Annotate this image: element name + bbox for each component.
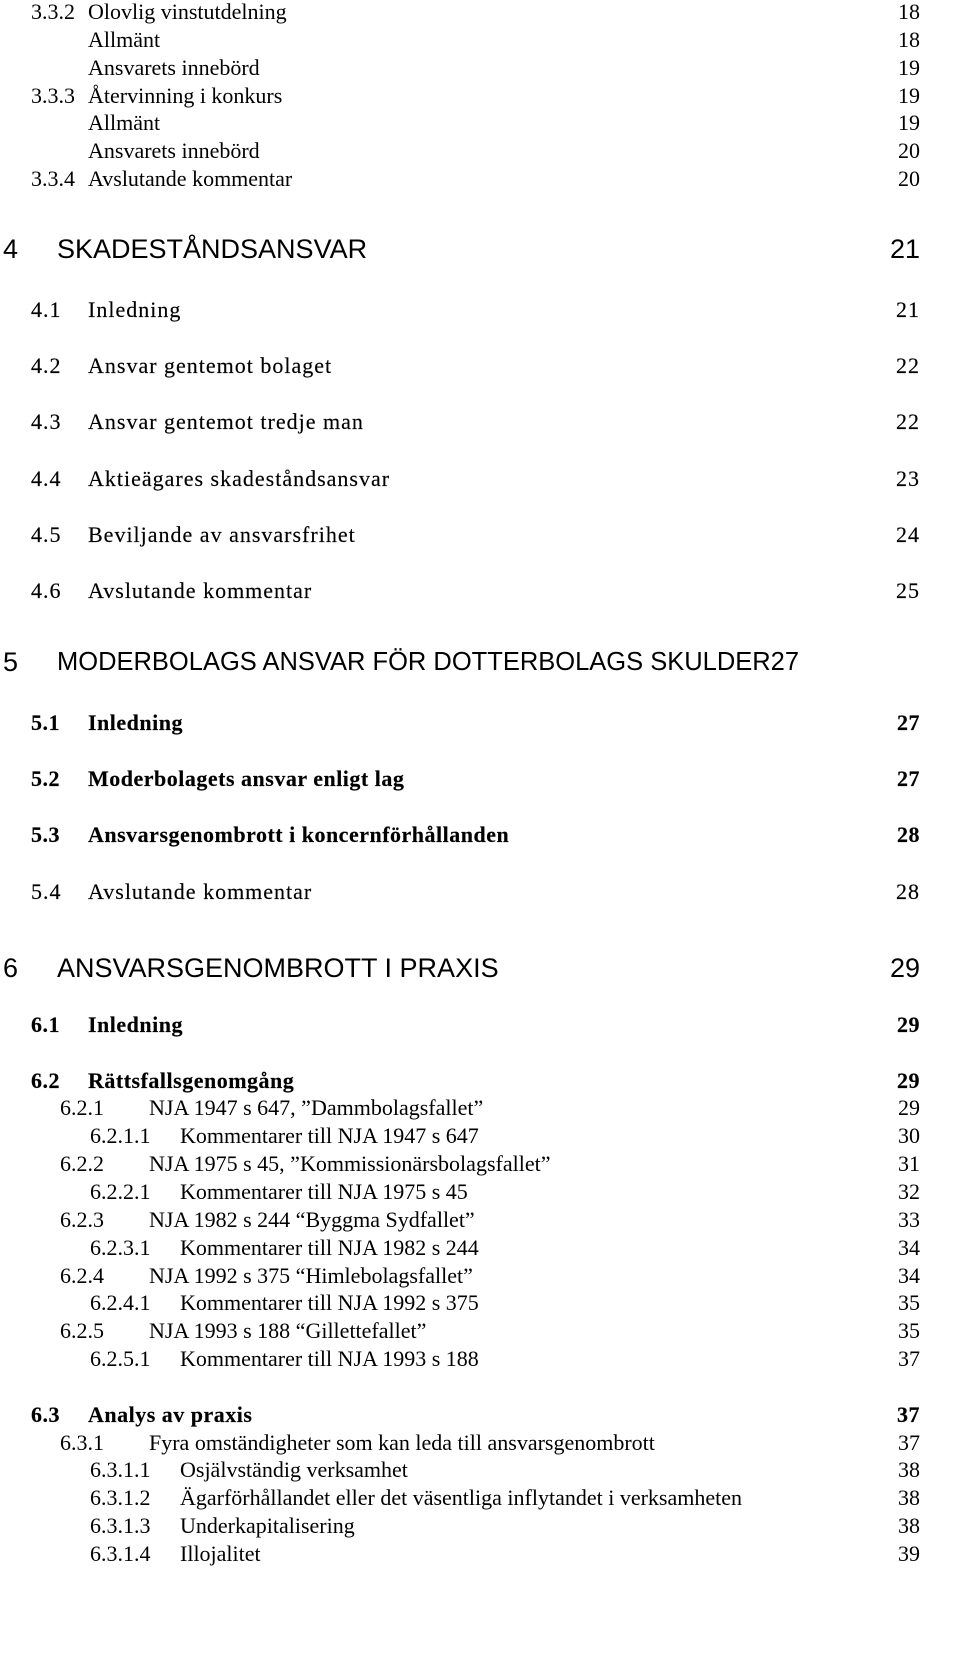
toc-entry-title: Ansvar gentemot tredje man [88, 409, 364, 434]
toc-entry-page: 21 [896, 297, 920, 322]
toc-entry-number: 6.2.3.1 [90, 1235, 151, 1260]
toc-entry-page: 22 [896, 409, 920, 434]
toc-entry-number: 3.3.4 [31, 166, 75, 191]
toc-entry-6-2-1 [0, 1094, 960, 1122]
toc-entry-number: 6.2.5.1 [90, 1346, 151, 1371]
toc-entry-number: 6.3.1.1 [90, 1457, 151, 1482]
toc-entry-number: 5.1 [31, 710, 60, 735]
toc-entry-5-1 [0, 709, 960, 737]
toc-entry-title: Avslutande kommentar [88, 578, 313, 603]
toc-entry-title: Rättsfallsgenomgång [88, 1068, 295, 1093]
toc-entry-number: 6.2.4.1 [90, 1290, 151, 1315]
toc-entry-6-2-5 [0, 1317, 960, 1345]
toc-entry-page: 29 [897, 1068, 920, 1093]
toc-entry-title: Kommentarer till NJA 1975 s 45 [180, 1179, 468, 1204]
toc-entry-number: 6.2.3 [60, 1207, 104, 1232]
toc-entry-6-3 [0, 1401, 960, 1429]
toc-entry-number: 4.4 [31, 466, 62, 491]
toc-entry-6-2-4 [0, 1262, 960, 1290]
toc-chapter-5 [0, 644, 960, 680]
toc-entry-page: 37 [898, 1346, 920, 1371]
toc-entry-5-2 [0, 765, 960, 793]
toc-entry-sub [0, 109, 960, 137]
toc-entry-number: 6.2 [31, 1068, 60, 1093]
toc-entry-page: 18 [898, 27, 920, 52]
toc-entry-6-2-5-1 [0, 1345, 960, 1373]
toc-entry-number: 6.3.1.4 [90, 1541, 151, 1566]
toc-entry-page: 23 [896, 466, 920, 491]
toc-entry-page: 38 [898, 1457, 920, 1482]
toc-entry-4-6 [0, 577, 960, 605]
toc-entry-6-3-1-1 [0, 1456, 960, 1484]
toc-entry-3-3-4 [0, 165, 960, 193]
toc-entry-title: Kommentarer till NJA 1947 s 647 [180, 1123, 479, 1148]
toc-entry-number: 6.3.1.2 [90, 1485, 151, 1510]
toc-entry-page: 29 [898, 1095, 920, 1120]
toc-entry-title: Moderbolagets ansvar enligt lag [88, 766, 405, 791]
toc-entry-title: Ansvarets innebörd [88, 55, 260, 80]
toc-entry-number: 4.3 [31, 409, 62, 434]
toc-entry-title: Kommentarer till NJA 1992 s 375 [180, 1290, 479, 1315]
toc-entry-page: 39 [898, 1541, 920, 1566]
toc-entry-page: 31 [898, 1151, 920, 1176]
toc-entry-title: Ansvarets innebörd [88, 138, 260, 163]
toc-entry-4-5 [0, 521, 960, 549]
toc-entry-sub [0, 137, 960, 165]
toc-entry-title: Fyra omständigheter som kan leda till ansvarsgenombrott [149, 1430, 655, 1455]
toc-entry-page: 20 [898, 166, 920, 191]
toc-entry-page: 33 [898, 1207, 920, 1232]
toc-entry-6-3-1 [0, 1429, 960, 1457]
toc-entry-5-3 [0, 821, 960, 849]
toc-entry-title: Inledning [88, 710, 183, 735]
toc-chapter-page: 21 [889, 234, 920, 264]
toc-entry-title: Återvinning i konkurs [88, 83, 283, 108]
toc-entry-4-1 [0, 296, 960, 324]
toc-entry-title: Inledning [88, 1012, 183, 1037]
toc-entry-6-3-1-4 [0, 1540, 960, 1568]
toc-entry-number: 6.2.5 [60, 1318, 104, 1343]
toc-entry-3-3-3 [0, 82, 960, 110]
toc-entry-sub [0, 54, 960, 82]
toc-entry-page: 20 [898, 138, 920, 163]
toc-entry-4-4 [0, 465, 960, 493]
toc-chapter-title: MODERBOLAGS ANSVAR FÖR DOTTERBOLAGS SKULDER27 [57, 648, 800, 676]
toc-entry-page: 32 [898, 1179, 920, 1204]
toc-entry-page: 19 [898, 110, 920, 135]
toc-entry-6-2-2 [0, 1150, 960, 1178]
toc-entry-number: 6.2.1 [60, 1095, 104, 1120]
toc-entry-number: 6.1 [31, 1012, 60, 1037]
toc-entry-page: 37 [897, 1402, 920, 1427]
toc-entry-title: NJA 1947 s 647, ”Dammbolagsfallet” [149, 1095, 484, 1120]
toc-entry-number: 4.5 [31, 522, 62, 547]
toc-entry-6-1 [0, 1011, 960, 1039]
toc-entry-sub [0, 26, 960, 54]
toc-entry-4-3 [0, 408, 960, 436]
toc-entry-number: 6.3.1.3 [90, 1513, 151, 1538]
toc-entry-5-4 [0, 878, 960, 906]
toc-entry-6-2-3-1 [0, 1234, 960, 1262]
toc-chapter-number: 4 [3, 234, 19, 264]
toc-entry-title: NJA 1993 s 188 “Gillettefallet” [149, 1318, 427, 1343]
toc-entry-title: NJA 1982 s 244 “Byggma Sydfallet” [149, 1207, 475, 1232]
toc-entry-title: Osjälvständig verksamhet [180, 1457, 408, 1482]
toc-entry-number: 4.2 [31, 353, 62, 378]
toc-entry-number: 6.2.2 [60, 1151, 104, 1176]
toc-entry-page: 27 [897, 710, 920, 735]
toc-chapter-6 [0, 950, 960, 986]
toc-entry-6-3-1-3 [0, 1512, 960, 1540]
toc-entry-title: NJA 1992 s 375 “Himlebolagsfallet” [149, 1263, 473, 1288]
toc-chapter-4 [0, 231, 960, 267]
toc-entry-number: 4.6 [31, 578, 62, 603]
toc-entry-title: Allmänt [88, 110, 161, 135]
toc-entry-4-2 [0, 352, 960, 380]
toc-entry-title: Ansvarsgenombrott i koncernförhållanden [88, 822, 510, 847]
toc-entry-title: Allmänt [88, 27, 161, 52]
toc-entry-title: Kommentarer till NJA 1982 s 244 [180, 1235, 479, 1260]
toc-entry-number: 5.2 [31, 766, 60, 791]
toc-entry-page: 35 [898, 1290, 920, 1315]
toc-entry-3-3-2 [0, 0, 960, 26]
toc-entry-page: 19 [898, 83, 920, 108]
toc-entry-page: 38 [898, 1485, 920, 1510]
toc-entry-page: 27 [897, 766, 920, 791]
toc-entry-6-2 [0, 1067, 960, 1095]
toc-entry-title: Beviljande av ansvarsfrihet [88, 522, 356, 547]
toc-entry-title: Ansvar gentemot bolaget [88, 353, 333, 378]
toc-chapter-number: 6 [3, 953, 19, 983]
toc-entry-page: 25 [896, 578, 920, 603]
toc-entry-title: Analys av praxis [88, 1402, 253, 1427]
toc-entry-page: 34 [898, 1263, 920, 1288]
toc-entry-page: 35 [898, 1318, 920, 1343]
toc-entry-number: 6.2.4 [60, 1263, 104, 1288]
toc-entry-6-2-4-1 [0, 1289, 960, 1317]
toc-entry-page: 24 [896, 522, 920, 547]
toc-entry-number: 6.3.1 [60, 1430, 104, 1455]
toc-entry-title: NJA 1975 s 45, ”Kommissionärsbolagsfallet” [149, 1151, 551, 1176]
toc-chapter-page: 29 [889, 953, 920, 983]
toc-chapter-title: SKADESTÅNDSANSVAR [57, 234, 368, 264]
toc-entry-title: Illojalitet [180, 1541, 261, 1566]
toc-entry-page: 22 [896, 353, 920, 378]
toc-entry-number: 5.3 [31, 822, 60, 847]
toc-entry-page: 30 [898, 1123, 920, 1148]
toc-entry-page: 34 [898, 1235, 920, 1260]
toc-entry-title: Underkapitalisering [180, 1513, 355, 1538]
toc-chapter-number: 5 [3, 647, 19, 677]
toc-entry-page: 18 [898, 0, 920, 24]
toc-entry-page: 38 [898, 1513, 920, 1538]
toc-entry-6-2-1-1 [0, 1122, 960, 1150]
toc-entry-title: Olovlig vinstutdelning [88, 0, 287, 24]
toc-entry-number: 4.1 [31, 297, 62, 322]
toc-entry-title: Avslutande kommentar [88, 879, 313, 904]
toc-entry-title: Ägarförhållandet eller det väsentliga inflytandet i verksamheten [180, 1485, 742, 1510]
toc-entry-page: 28 [897, 822, 920, 847]
toc-entry-page: 28 [896, 879, 920, 904]
toc-entry-number: 3.3.2 [31, 0, 75, 24]
toc-entry-page: 19 [898, 55, 920, 80]
toc-entry-title: Kommentarer till NJA 1993 s 188 [180, 1346, 479, 1371]
toc-entry-page: 37 [898, 1430, 920, 1455]
toc-entry-number: 5.4 [31, 879, 62, 904]
toc-entry-title: Inledning [88, 297, 182, 322]
toc-entry-number: 6.3 [31, 1402, 60, 1427]
toc-entry-number: 6.2.2.1 [90, 1179, 151, 1204]
toc-entry-page: 29 [897, 1012, 920, 1037]
toc-entry-6-2-3 [0, 1206, 960, 1234]
toc-entry-6-2-2-1 [0, 1178, 960, 1206]
toc-entry-title: Avslutande kommentar [88, 166, 293, 191]
toc-entry-number: 3.3.3 [31, 83, 75, 108]
toc-entry-number: 6.2.1.1 [90, 1123, 151, 1148]
toc-entry-title: Aktieägares skadeståndsansvar [88, 466, 391, 491]
toc-entry-6-3-1-2 [0, 1484, 960, 1512]
toc-chapter-title: ANSVARSGENOMBROTT I PRAXIS [57, 953, 499, 983]
